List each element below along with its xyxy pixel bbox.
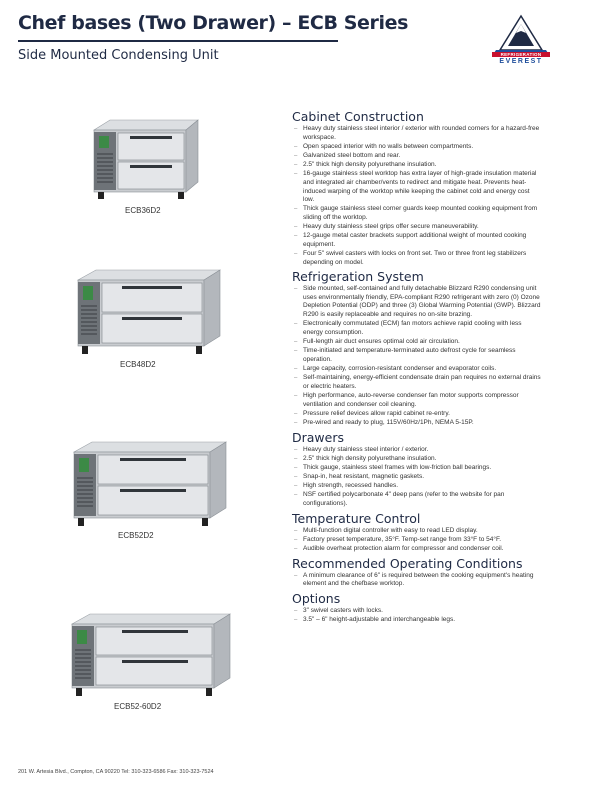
product-caption: ECB48D2 (120, 360, 156, 369)
list-item: – Heavy duty stainless steel grips offer secure maneuverability. (292, 223, 542, 232)
list-item: – Snap-in, heat resistant, magnetic gaskets. (292, 473, 542, 482)
list-item: – Galvanized steel bottom and rear. (292, 152, 542, 161)
product-image-ecb36d2 (88, 118, 200, 200)
list-item: – 2.5" thick high density polyurethane insulation. (292, 455, 542, 464)
bullet-list (292, 125, 542, 267)
brand-logo (490, 14, 552, 66)
product-image-ecb48d2 (72, 268, 222, 356)
bullet-list (292, 285, 542, 427)
list-item: – Thick gauge stainless steel corner guards keep mounted cooking equipment from sliding off the worktop. (292, 205, 542, 222)
list-item: – Open spaced interior with no walls between compartments. (292, 143, 542, 152)
list-item: – Four 5" swivel casters with locks on front set. Two or three front leg stabilizers depending on model. (292, 250, 542, 267)
bullet-list (292, 607, 542, 625)
page-title: Chef bases (Two Drawer) – ECB Series (18, 12, 409, 34)
list-item: – Thick gauge, stainless steel frames with low-friction ball bearings. (292, 464, 542, 473)
list-item: – Multi-function digital controller with easy to read LED display. (292, 527, 542, 536)
list-item: – Heavy duty stainless steel interior / exterior with rounded corners for a hazard-free workspace. (292, 125, 542, 142)
mountain-logo-icon (490, 14, 552, 54)
bullet-list (292, 446, 542, 509)
title-divider (18, 40, 338, 42)
brand-name: EVEREST (499, 58, 543, 65)
section-cabinet-construction (292, 109, 542, 267)
section-title: Refrigeration System (292, 269, 424, 285)
section-temperature-control (292, 511, 542, 554)
list-item: – Factory preset temperature, 35°F. Temp-set range from 33°F to 54°F. (292, 536, 542, 545)
section-operating-conditions (292, 556, 542, 589)
section-title: Temperature Control (292, 510, 421, 526)
section-title: Drawers (292, 429, 344, 445)
section-title: Options (292, 590, 341, 606)
list-item: – 12-gauge metal caster brackets support additional weight of mounted cooking equipment. (292, 232, 542, 249)
product-caption: ECB36D2 (125, 206, 161, 215)
list-item: – Audible overheat protection alarm for compressor and condenser coil. (292, 545, 542, 554)
brand-tagline: REFRIGERATION (492, 52, 550, 57)
list-item: – 2.5" thick high density polyurethane insulation. (292, 161, 542, 170)
product-image-ecb52-60d2 (66, 612, 232, 698)
list-item: – Heavy duty stainless steel interior / exterior. (292, 446, 542, 455)
bullet-list (292, 572, 542, 589)
list-item: – Full-length air duct ensures optimal cold air circulation. (292, 338, 542, 347)
section-title: Recommended Operating Conditions (292, 555, 523, 571)
list-item: – Pre-wired and ready to plug, 115V/60Hz/1Ph, NEMA 5-15P. (292, 419, 542, 428)
list-item: – 16-gauge stainless steel worktop has extra layer of high-grade insulation material and integrated air chamber/vents to redirect and mitigate heat. Prevents heat-induced warping of the worktop while keeping the cabinet cold and energy cost low. (292, 170, 542, 204)
bullet-list (292, 527, 542, 554)
list-item: – 3" swivel casters with locks. (292, 607, 542, 616)
list-item: – 3.5" – 6" height-adjustable and interchangeable legs. (292, 616, 542, 625)
list-item: – NSF certified polycarbonate 4" deep pans (refer to the website for pan configurations). (292, 491, 542, 508)
list-item: – Electronically commutated (ECM) fan motors achieve rapid cooling with less energy consumption. (292, 320, 542, 337)
product-caption: ECB52D2 (118, 531, 154, 540)
product-caption: ECB52-60D2 (114, 702, 162, 711)
list-item: – Pressure relief devices allow rapid cabinet re-entry. (292, 410, 542, 419)
section-drawers (292, 430, 542, 509)
spec-content (292, 107, 542, 627)
list-item: – Time-initiated and temperature-terminated auto defrost cycle for seamless operation. (292, 347, 542, 364)
product-image-ecb52d2 (68, 440, 228, 528)
page-subtitle: Side Mounted Condensing Unit (18, 48, 219, 63)
section-title: Cabinet Construction (292, 109, 424, 124)
list-item: – Self-maintaining, energy-efficient condensate drain pan requires no external drains or electric heaters. (292, 374, 542, 391)
list-item: – Side mounted, self-contained and fully detachable Blizzard R290 condensing unit uses environmentally friendly, EPA-compliant R290 refrigerant with zero (0) Ozone Depletion Potential (ODP) and three (3) Global Warming Potential (GWP). Blizzard R290 is easily replaceable and requires no on-site brazing. (292, 285, 542, 319)
list-item: – High strength, recessed handles. (292, 482, 542, 491)
list-item: – High performance, auto-reverse condenser fan motor supports compressor ventilation and condenser coil cleaning. (292, 392, 542, 409)
list-item: – A minimum clearance of 6" is required between the cooking equipment's heating element and the chefbase worktop. (292, 572, 542, 589)
footer-contact: 201 W. Artesia Blvd., Compton, CA 90220 Tel: 310-323-6586 Fax: 310-323-7524 (18, 769, 214, 775)
section-options (292, 591, 542, 625)
section-refrigeration-system (292, 269, 542, 427)
list-item: – Large capacity, corrosion-resistant condenser and evaporator coils. (292, 365, 542, 374)
